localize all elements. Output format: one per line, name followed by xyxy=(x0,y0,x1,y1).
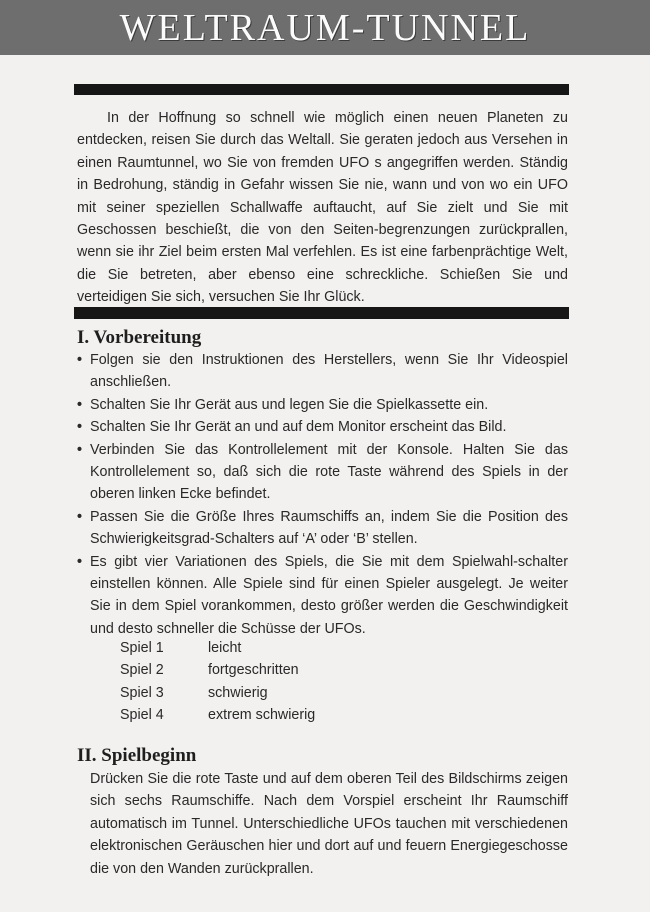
list-item xyxy=(77,394,568,416)
bullet-icon: • xyxy=(77,352,83,368)
game-start-paragraph: Drücken Sie die rote Taste und auf dem oberen Teil des Bildschirms zeigen sich sechs Raumschiffe. Nach dem Vorspiel erscheint Ihr Raumschiff automatisch im Tunnel. Unterschiedliche UFOs tauchen mit verschiedenen elektronischen Geräuschen hier und dort auf und feuern Energiegeschosse die von den Wanden zurückprallen. xyxy=(90,771,568,877)
game-level-table xyxy=(120,637,315,727)
page-title: WELTRAUM-TUNNEL xyxy=(119,6,531,49)
game-number: Spiel 1 xyxy=(120,640,164,656)
game-number: Spiel 4 xyxy=(120,707,164,724)
level-row xyxy=(120,704,315,726)
level-row xyxy=(120,659,315,681)
list-item xyxy=(77,551,568,641)
difficulty: extrem schwierig xyxy=(208,707,316,724)
game-number: Spiel 2 xyxy=(120,662,164,679)
bullet-icon: • xyxy=(77,508,83,525)
bullet-icon: • xyxy=(77,553,83,570)
divider-middle xyxy=(74,307,569,319)
list-item-text: Verbinden Sie das Kontrollelement mit der Konsole. Halten Sie das Kontrollelement so, daß sich die rote Taste während des Spiels in der oberen linken Ecke befindet. xyxy=(90,441,568,503)
intro-text: In der Hoffnung so schnell wie möglich einen neuen Planeten zu entdecken, reisen Sie durch das Weltall. Sie geraten jedoch aus Versehen in einen Raumtunnel, wo Sie von fremden UFO s angegriffen werden. Ständig in Bedrohung, ständig in Gefahr wissen Sie nie, wann und von wo ein UFO mit seiner speziellen Schallwaffe auftaucht, auf Sie zielt und Sie mit Geschossen beschießt, die von den Seiten-begrenzungen zurückprallen, wenn sie ihr Ziel beim ersten Mal verfehlen. Es ist eine farbenprächtige Welt, die Sie betreten, aber ebenso eine schreckliche. Schießen Sie und verteidigen Sie sich, versuchen Sie Ihr Glück. xyxy=(77,110,568,306)
bullet-icon: • xyxy=(77,396,83,413)
divider-top xyxy=(74,84,569,95)
section-heading-preparation: I. Vorbereitung xyxy=(77,327,202,348)
list-item xyxy=(77,349,568,394)
difficulty: leicht xyxy=(208,640,242,656)
intro-paragraph xyxy=(77,107,568,309)
list-item xyxy=(77,439,568,506)
list-item xyxy=(77,416,568,438)
list-item-text: Es gibt vier Variationen des Spiels, die Sie mit dem Spielwahl-schalter einstellen können. Alle Spiele sind für einen Spieler ausgelegt. Je weiter Sie in dem Spiel vorankommen, desto größer werden die Geschwindigkeit und desto schneller die Schüsse der UFOs. xyxy=(90,553,568,637)
list-item-text: Schalten Sie Ihr Gerät aus und legen Sie die Spielkassette ein. xyxy=(90,396,489,413)
list-item-text: Passen Sie die Größe Ihres Raumschiffs an, indem Sie die Position des Schwierigkeitsgrad-Schalters auf ‘A’ oder ‘B’ stellen. xyxy=(90,508,568,548)
difficulty: schwierig xyxy=(208,684,268,701)
difficulty: fortgeschritten xyxy=(208,662,299,679)
list-item-text: Folgen sie den Instruktionen des Herstellers, wenn Sie Ihr Videospiel anschließen. xyxy=(90,352,568,391)
level-row xyxy=(120,682,315,704)
preparation-list xyxy=(77,349,568,640)
section-heading-game-start: II. Spielbeginn xyxy=(77,745,197,766)
list-item-text: Schalten Sie Ihr Gerät an und auf dem Monitor erscheint das Bild. xyxy=(90,419,507,436)
level-row xyxy=(120,637,315,659)
game-number: Spiel 3 xyxy=(120,684,164,701)
bullet-icon: • xyxy=(77,419,83,436)
list-item xyxy=(77,506,568,551)
bullet-icon: • xyxy=(77,441,83,458)
title-banner xyxy=(0,0,650,55)
